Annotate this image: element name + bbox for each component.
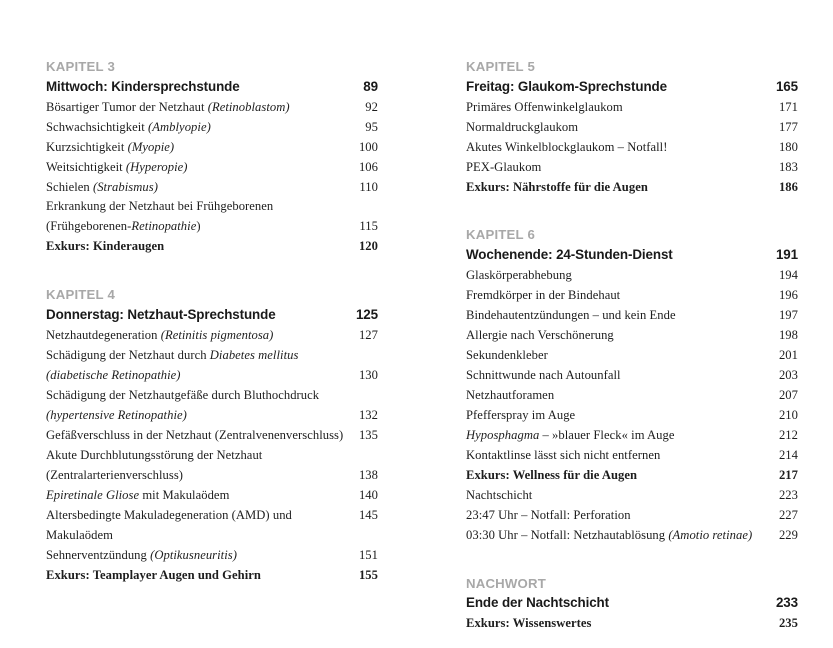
toc-entry-page-number: 194: [778, 268, 798, 283]
entry-term: Primäres Offenwinkelglaukom: [466, 99, 623, 114]
entry-term-italic: (Myopie): [127, 139, 175, 154]
toc-entry-title: [46, 546, 359, 566]
toc-entry-page-number: 201: [778, 348, 798, 363]
entry-term: Exkurs: Kinderaugen: [46, 239, 165, 254]
toc-entry-title: [466, 446, 779, 466]
toc-entry-page-number: 223: [778, 487, 798, 502]
toc-entry-line-text: [46, 406, 359, 426]
toc-entry-line: [46, 217, 378, 237]
entry-term-italic: Epiretinale Gliose: [46, 487, 140, 502]
toc-chapter-block-kapitel-3: [46, 58, 378, 257]
chapter-heading[interactable]: [46, 305, 378, 324]
toc-entry[interactable]: [466, 178, 798, 198]
entry-term: Schielen: [46, 179, 93, 194]
toc-entry-list: [46, 98, 378, 258]
toc-columns: [46, 58, 798, 634]
entry-term: Normaldruckglaukom: [466, 119, 579, 134]
entry-term-italic: (Retinoblastom): [207, 99, 290, 114]
toc-entry-title: [466, 118, 779, 138]
chapter-label: KAPITEL 5: [466, 59, 535, 74]
entry-term: Akutes Winkelblockglaukom – Notfall!: [466, 139, 668, 154]
toc-entry-page-number: 180: [778, 139, 798, 154]
right-column: [466, 58, 798, 634]
toc-entry-title: [466, 266, 779, 286]
entry-term: Glaskörperabhebung: [466, 268, 572, 283]
toc-entry[interactable]: [466, 286, 798, 306]
toc-entry-title: [46, 566, 359, 586]
chapter-heading[interactable]: [466, 245, 798, 264]
toc-entry-page-number: 198: [778, 328, 798, 343]
entry-term: Exkurs: Wissenswertes: [466, 616, 592, 631]
toc-entry[interactable]: [466, 326, 798, 346]
chapter-title: Freitag: Glaukom-Sprechstunde: [466, 78, 667, 94]
chapter-title: Ende der Nachtschicht: [466, 595, 610, 611]
toc-entry-line-text: [46, 366, 359, 386]
entry-term-italic: Hyposphagma: [466, 427, 540, 442]
entry-term: Exkurs: Wellness für die Augen: [466, 467, 638, 482]
toc-entry[interactable]: [46, 546, 378, 566]
entry-term: Netzhautforamen: [466, 387, 555, 402]
entry-term: ): [196, 219, 201, 234]
toc-entry-line: [46, 366, 378, 386]
toc-entry[interactable]: [466, 406, 798, 426]
entry-term-italic: (Strabismus): [92, 179, 158, 194]
entry-term: Bösartiger Tumor der Netzhaut: [46, 99, 208, 114]
chapter-label: KAPITEL 4: [46, 287, 115, 303]
toc-entry-title: [46, 158, 359, 178]
toc-entry-page-number: 132: [358, 407, 378, 422]
toc-entry-page-number: 135: [358, 427, 378, 442]
toc-entry-title: [46, 197, 378, 237]
toc-entry[interactable]: [46, 386, 378, 426]
toc-entry[interactable]: [46, 426, 378, 446]
entry-term: Bindehautentzündungen – und kein Ende: [466, 308, 676, 323]
chapter-heading[interactable]: [46, 77, 378, 96]
entry-term-italic: (Amotio retinae): [668, 527, 753, 542]
toc-entry[interactable]: [466, 506, 798, 526]
toc-entry[interactable]: [46, 326, 378, 346]
toc-entry-page-number: 155: [358, 567, 378, 582]
entry-term: Pfefferspray im Auge: [466, 407, 576, 422]
entry-term: mit Makulaödem: [139, 487, 230, 502]
entry-term-italic: Retinopathie: [131, 219, 197, 234]
toc-entry-line: [46, 386, 378, 406]
toc-entry[interactable]: [46, 178, 378, 198]
toc-entry-page-number: 186: [778, 179, 798, 194]
toc-entry[interactable]: [466, 266, 798, 286]
toc-entry-page-number: 229: [778, 527, 798, 542]
toc-entry-title: [466, 306, 779, 326]
toc-chapter-block-nachwort: [466, 575, 798, 635]
entry-term: (Frühgeborenen-: [46, 219, 132, 234]
toc-entry-page-number: 140: [358, 487, 378, 502]
chapter-heading[interactable]: [466, 77, 798, 96]
chapter-heading[interactable]: [466, 593, 798, 612]
toc-entry[interactable]: [466, 486, 798, 506]
toc-entry-page-number: 100: [358, 139, 378, 154]
toc-entry-list: [466, 614, 798, 634]
toc-entry-line: [46, 466, 378, 486]
toc-entry-title: [46, 326, 359, 346]
toc-entry-title: [466, 486, 779, 506]
toc-entry[interactable]: [466, 466, 798, 486]
toc-entry-page-number: 115: [359, 219, 378, 234]
toc-entry-line-text: [46, 217, 359, 237]
toc-entry[interactable]: [46, 486, 378, 506]
toc-entry-line-text: [46, 466, 359, 486]
toc-chapter-block-kapitel-5: [466, 58, 798, 197]
entry-term: Gefäßverschluss in der Netzhaut (Zentralvenenverschluss): [46, 427, 344, 442]
toc-chapter-block-kapitel-4: [46, 286, 378, 585]
toc-entry-title: [46, 386, 378, 426]
toc-entry-line: [46, 346, 378, 366]
toc-entry[interactable]: [466, 366, 798, 386]
chapter-label: NACHWORT: [466, 575, 546, 591]
entry-term-italic: (Hyperopie): [125, 159, 188, 174]
toc-entry[interactable]: [466, 526, 798, 546]
toc-entry-title: [46, 506, 359, 546]
toc-entry-page-number: 214: [778, 447, 798, 462]
toc-entry-page-number: 212: [778, 427, 798, 442]
toc-entry-title: [46, 138, 359, 158]
entry-term: PEX-Glaukom: [466, 159, 542, 174]
entry-term: Nachtschicht: [466, 487, 533, 502]
toc-entry[interactable]: [466, 426, 798, 446]
toc-entry[interactable]: [46, 118, 378, 138]
toc-entry-page-number: 106: [358, 159, 378, 174]
toc-entry-page-number: 227: [778, 507, 798, 522]
toc-entry-title: [466, 386, 779, 406]
toc-entry-page-number: 210: [778, 407, 798, 422]
toc-entry-title: [46, 446, 378, 486]
entry-term: Weitsichtigkeit: [46, 159, 126, 174]
toc-entry-title: [46, 118, 365, 138]
toc-entry-line: [46, 406, 378, 426]
chapter-page-number: 125: [355, 307, 378, 323]
toc-entry-title: [466, 366, 779, 386]
toc-entry-page-number: 217: [778, 467, 798, 482]
toc-entry[interactable]: [466, 446, 798, 466]
toc-entry-title: [46, 237, 359, 257]
toc-entry-list: [466, 266, 798, 545]
toc-entry-title: [466, 426, 779, 446]
toc-entry-title: [466, 346, 779, 366]
toc-entry[interactable]: [466, 138, 798, 158]
entry-term: Exkurs: Nährstoffe für die Augen: [466, 179, 648, 194]
toc-entry-title: [466, 506, 779, 526]
entry-term: 23:47 Uhr – Notfall: Perforation: [466, 507, 631, 522]
entry-term: Schädigung der Netzhaut durch: [46, 348, 210, 363]
entry-term-italic: (diabetische Retinopathie): [46, 367, 181, 382]
toc-entry-title: [466, 286, 779, 306]
chapter-page-number: 233: [775, 595, 798, 611]
toc-entry-list: [46, 326, 378, 585]
toc-entry-page-number: 127: [358, 328, 378, 343]
toc-entry[interactable]: [46, 566, 378, 586]
toc-entry-title: [466, 406, 779, 426]
toc-entry-title: [466, 466, 779, 486]
toc-entry-page-number: 120: [358, 239, 378, 254]
toc-entry[interactable]: [46, 346, 378, 386]
toc-entry[interactable]: [466, 346, 798, 366]
entry-term: Schädigung der Netzhautgefäße durch Bluthochdruck: [46, 387, 320, 402]
entry-term: Akute Durchblutungsstörung der Netzhaut: [46, 447, 263, 462]
chapter-title: Wochenende: 24-Stunden-Dienst: [466, 247, 673, 263]
chapter-label: KAPITEL 3: [46, 59, 115, 74]
toc-entry[interactable]: [466, 98, 798, 118]
toc-entry[interactable]: [46, 98, 378, 118]
entry-term: Exkurs: Teamplayer Augen und Gehirn: [46, 567, 261, 582]
toc-entry-page-number: 145: [358, 507, 378, 522]
toc-entry-page-number: 92: [365, 99, 378, 114]
toc-entry[interactable]: [46, 446, 378, 486]
chapter-page-number: 165: [775, 78, 798, 94]
left-column: [46, 58, 378, 585]
entry-term: Schwachsichtigkeit: [46, 119, 149, 134]
entry-term-italic: (Amblyopie): [148, 119, 211, 134]
entry-term: Kurzsichtigkeit: [46, 139, 128, 154]
toc-entry[interactable]: [46, 237, 378, 257]
entry-term-italic: (Optikusneuritis): [150, 547, 237, 562]
toc-entry-page-number: 196: [778, 288, 798, 303]
toc-entry-title: [46, 178, 359, 198]
entry-term-italic: Diabetes mellitus: [209, 348, 299, 363]
toc-entry[interactable]: [46, 158, 378, 178]
entry-term: Kontaktlinse lässt sich nicht entfernen: [466, 447, 661, 462]
entry-term: – »blauer Fleck« im Auge: [539, 427, 675, 442]
toc-entry[interactable]: [46, 197, 378, 237]
toc-entry[interactable]: [466, 386, 798, 406]
toc-entry-page-number: 177: [778, 119, 798, 134]
toc-entry[interactable]: [466, 158, 798, 178]
entry-term: Sekundenkleber: [466, 348, 548, 363]
entry-term: (Zentralarterienverschluss): [46, 467, 184, 482]
toc-entry-list: [466, 98, 798, 198]
chapter-title: Mittwoch: Kindersprechstunde: [46, 78, 240, 94]
toc-entry[interactable]: [46, 506, 378, 546]
toc-entry-page-number: 171: [778, 99, 798, 114]
toc-entry-page-number: 95: [365, 119, 378, 134]
toc-entry[interactable]: [46, 138, 378, 158]
toc-entry-page-number: 197: [778, 308, 798, 323]
entry-term: Schnittwunde nach Autounfall: [466, 367, 621, 382]
toc-entry-title: [46, 426, 359, 446]
toc-entry-title: [466, 178, 779, 198]
toc-entry[interactable]: [466, 118, 798, 138]
toc-entry[interactable]: [466, 614, 798, 634]
entry-term-italic: (Retinitis pigmentosa): [160, 328, 274, 343]
toc-entry-title: [46, 98, 365, 118]
toc-entry-page-number: 235: [778, 616, 798, 631]
toc-entry-page-number: 110: [359, 179, 378, 194]
chapter-page-number: 191: [775, 247, 798, 263]
toc-entry-title: [466, 138, 779, 158]
toc-chapter-block-kapitel-6: [466, 226, 798, 545]
toc-entry-page-number: 207: [778, 387, 798, 402]
entry-term: Fremdkörper in der Bindehaut: [466, 288, 621, 303]
entry-term: 03:30 Uhr – Notfall: Netzhautablösung: [466, 527, 669, 542]
toc-entry-title: [466, 526, 779, 546]
toc-entry-title: [466, 326, 779, 346]
entry-term: Sehnerventzündung: [46, 547, 151, 562]
toc-entry-title: [466, 158, 779, 178]
chapter-title: Donnerstag: Netzhaut-Sprechstunde: [46, 307, 276, 323]
toc-entry-line: [46, 197, 378, 217]
toc-entry[interactable]: [466, 306, 798, 326]
toc-entry-line: [46, 446, 378, 466]
toc-entry-page-number: 130: [358, 367, 378, 382]
entry-term: Erkrankung der Netzhaut bei Frühgeborenen: [46, 199, 274, 214]
toc-entry-page-number: 183: [778, 159, 798, 174]
toc-entry-title: [46, 486, 359, 506]
entry-term-italic: (hypertensive Retinopathie): [46, 407, 187, 422]
chapter-label: KAPITEL 6: [466, 227, 535, 243]
entry-term: Altersbedingte Makuladegeneration (AMD) und Makulaödem: [46, 507, 292, 542]
toc-entry-page-number: 138: [358, 467, 378, 482]
toc-entry-title: [46, 346, 378, 386]
toc-entry-title: [466, 98, 779, 118]
toc-entry-title: [466, 614, 779, 634]
toc-entry-page-number: 151: [358, 547, 378, 562]
entry-term: Netzhautdegeneration: [46, 328, 161, 343]
entry-term: Allergie nach Verschönerung: [466, 328, 614, 343]
chapter-page-number: 89: [363, 78, 378, 94]
toc-entry-page-number: 203: [778, 367, 798, 382]
